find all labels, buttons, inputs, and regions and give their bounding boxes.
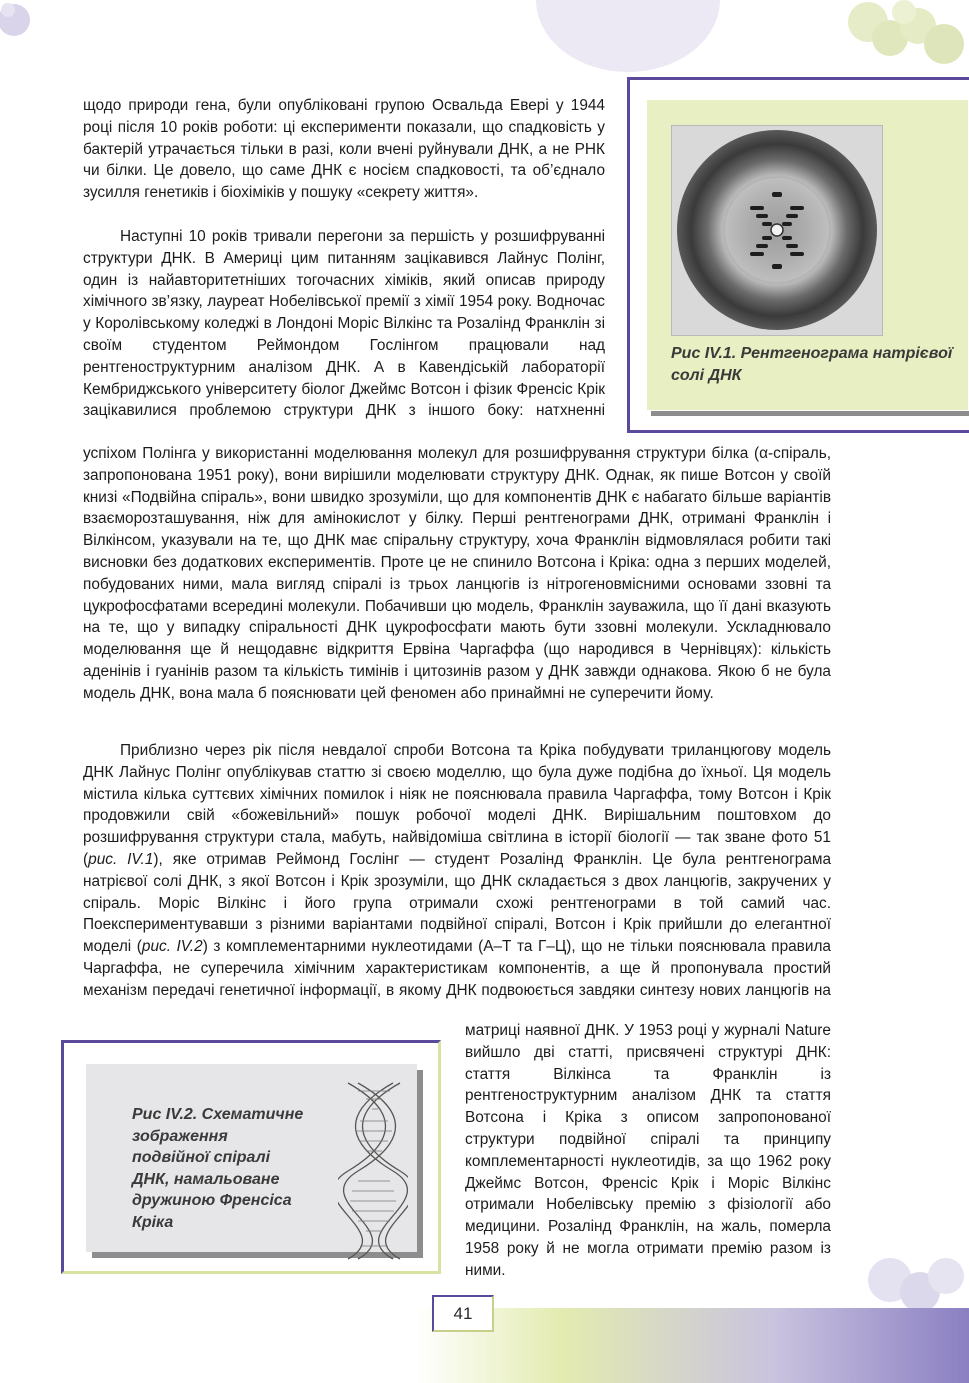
paragraph-2-narrow <box>83 226 605 422</box>
figure-iv-1-panel <box>647 100 968 410</box>
paragraph-3-part-3: матриці наявної ДНК. У 1953 році у журналі Nature вийшло дві статті, присвячені структурі ДНК: стаття Вілкінса та Франклін із рентгеноструктурним аналізом ДНК та стаття Вотсона і Кріка з описом запропонованої структури подвійної спіралі та принципу комплементарності нуклеотидів, за що 1962 року Джеймс Вотсон, Френсіс Крік і Моріс Вілкінс отримали Нобелівську премію з фізіології або медицини. Розалінд Франклін, на жаль, померла 1958 року й не могла отримати премію разом із ними. <box>465 1022 831 1279</box>
xray-diffraction-photo <box>671 125 883 336</box>
figure-ref-iv-1: рис. IV.1 <box>88 850 154 868</box>
decor-top-left-molecule <box>0 0 40 48</box>
paragraph-3-part-2: ), яке отримав Реймонд Гослінг — студент Розалінд Франклін. Це була рентгенограма натрієвої солі ДНК, з якої Вотсон і Крік зрозуміли, що ДНК складається з двох ланцюгів, закручених у спіраль. Моріс Вілкінс і його група отримали схожі рентгенограми в той самий час. Поекспериментувавши з різними варіантами подвійної спіралі, Вотсон і Крік прийшли до елегантної моделі ( <box>83 850 832 956</box>
paragraph-3-text-b <box>465 1020 831 1282</box>
paragraph-2-text-a: Наступні 10 років тривали перегони за першість у розшифруванні структури ДНК. В Америці цим питанням зацікавився Лайнус Полінг, один із найавторитетніших тогочасних хіміків, який описав природу хімічного зв’язку, лауреат Нобелівської премії з хімії 1954 року. Водночас у Королівському коледжі в Лондоні Моріс Вілкінс та Розалінд Франклін зі своїм студентом Реймондом Гослінгом працювали над рентгеноструктурним аналізом ДНК. А в Кавендіській лабораторії Кембриджського університету біолог Джеймс Вотсон і фізик Френсіс Крік зацікавилися проблемою структури ДНК з іншого боку: натхненні <box>83 228 605 420</box>
decor-top-right-molecule <box>828 0 969 80</box>
figure-iv-2-shadow-right <box>417 1070 423 1258</box>
paragraph-1-text: щодо природи гена, були опубліковані групою Освальда Евері у 1944 році після 10 років роботи: ці експерименти показали, що спадковість у бактерій утрачається тільки в разі, коли вчені руйнували ДНК, а не РНК чи білки. Це довело, що саме ДНК є носієм спадковості, та об’єднало зусилля генетиків і біохіміків у пошуку «секрету життя». <box>83 97 605 202</box>
figure-iv-1-shadow <box>651 411 969 416</box>
paragraph-1 <box>83 95 605 204</box>
figure-iv-1-caption: Рис IV.1. Рентгенограма натрієвої солі ДНК <box>671 345 953 384</box>
page-number: 41 <box>432 1295 494 1332</box>
paragraph-3-text-a <box>83 740 831 1002</box>
figure-iv-2 <box>61 1040 441 1274</box>
paragraph-2-text-b: успіхом Полінга у використанні моделювання молекул для розшифрування структури білка (α-спіраль, запропонована 1951 року), вони вирішили моделювати структуру ДНК. Однак, як пише Вотсон у своїй книзі «Подвійна спіраль», вони швидко зрозуміли, що для компонентів ДНК є набагато більше варіантів взаєморозташування, ніж для амінокислот у білку. Перші рентгенограми ДНК, отримані Франклін і Вілкінсом, указували на те, що ДНК має спіральну структуру, хоча Франклін відмовлялася робити такі висновки без додаткових експериментів. Проте це не спинило Вотсона і Кріка: одна з перших моделей, побудованих ними, мала вигляд спіралі із трьох ланцюгів із нітрогеновмісними основами ззовні та цукрофосфатами всередині молекули. Побачивши цю модель, Франклін зауважила, що її дані вказують на те, що у випадку спіральності ДНК цукрофосфати мають бути ззовні молекули. Ускладнювало моделювання ще й нещодавнє відкриття Ервіна Чаргаффа (що народився в Чернівцях): кількість аденінів і гуанінів разом та кількість тимінів і цитозинів разом у ДНК завжди однакова. Якою б не була модель ДНК, вона мала б пояснювати цей феномен або принаймні не суперечити йому. <box>83 445 831 702</box>
figure-iv-2-caption: Рис IV.2. Схематичне зображення подвійної спіралі ДНК, намальоване дружиною Френсіса Кріка <box>132 1106 304 1231</box>
double-helix-drawing <box>338 1081 408 1261</box>
paragraph-3-part-3: ) з комплементарними нуклеотидами (А–Т та Г–Ц), що не тільки пояснювала правила Чаргаффа, не суперечила хімічним характеристикам компонентів, а ще й пропонувала простий механізм передачі генетичної інформації, в якому ДНК подвоюється завдяки синтезу нових ланцюгів на <box>83 938 831 999</box>
paragraph-3-continuation <box>465 1020 831 1282</box>
paragraph-2-wide <box>83 443 831 705</box>
figure-iv-2-panel <box>86 1064 417 1252</box>
figure-ref-iv-2: рис. IV.2 <box>141 938 203 956</box>
decor-top-center-circle <box>518 0 738 80</box>
paragraph-3-part-1: Приблизно через рік після невдалої спроби Вотсона та Кріка побудувати триланцюгову модель ДНК Лайнус Полінг опублікував статтю зі своєю моделлю, що була дуже подібна до їхньої. Ця модель містила кілька суттєвих хімічних помилок і ніяк не пояснювала правила Чаргаффа, тому Вотсон і Крік продовжили свій «божевільний» пошук робочої моделі ДНК. Вирішальним поштовхом до розшифрування структури стала, мабуть, найвідоміша світлина в історії біології — так зване фото 51 ( <box>83 742 831 868</box>
figure-iv-1 <box>627 77 969 433</box>
paragraph-3 <box>83 740 831 1002</box>
